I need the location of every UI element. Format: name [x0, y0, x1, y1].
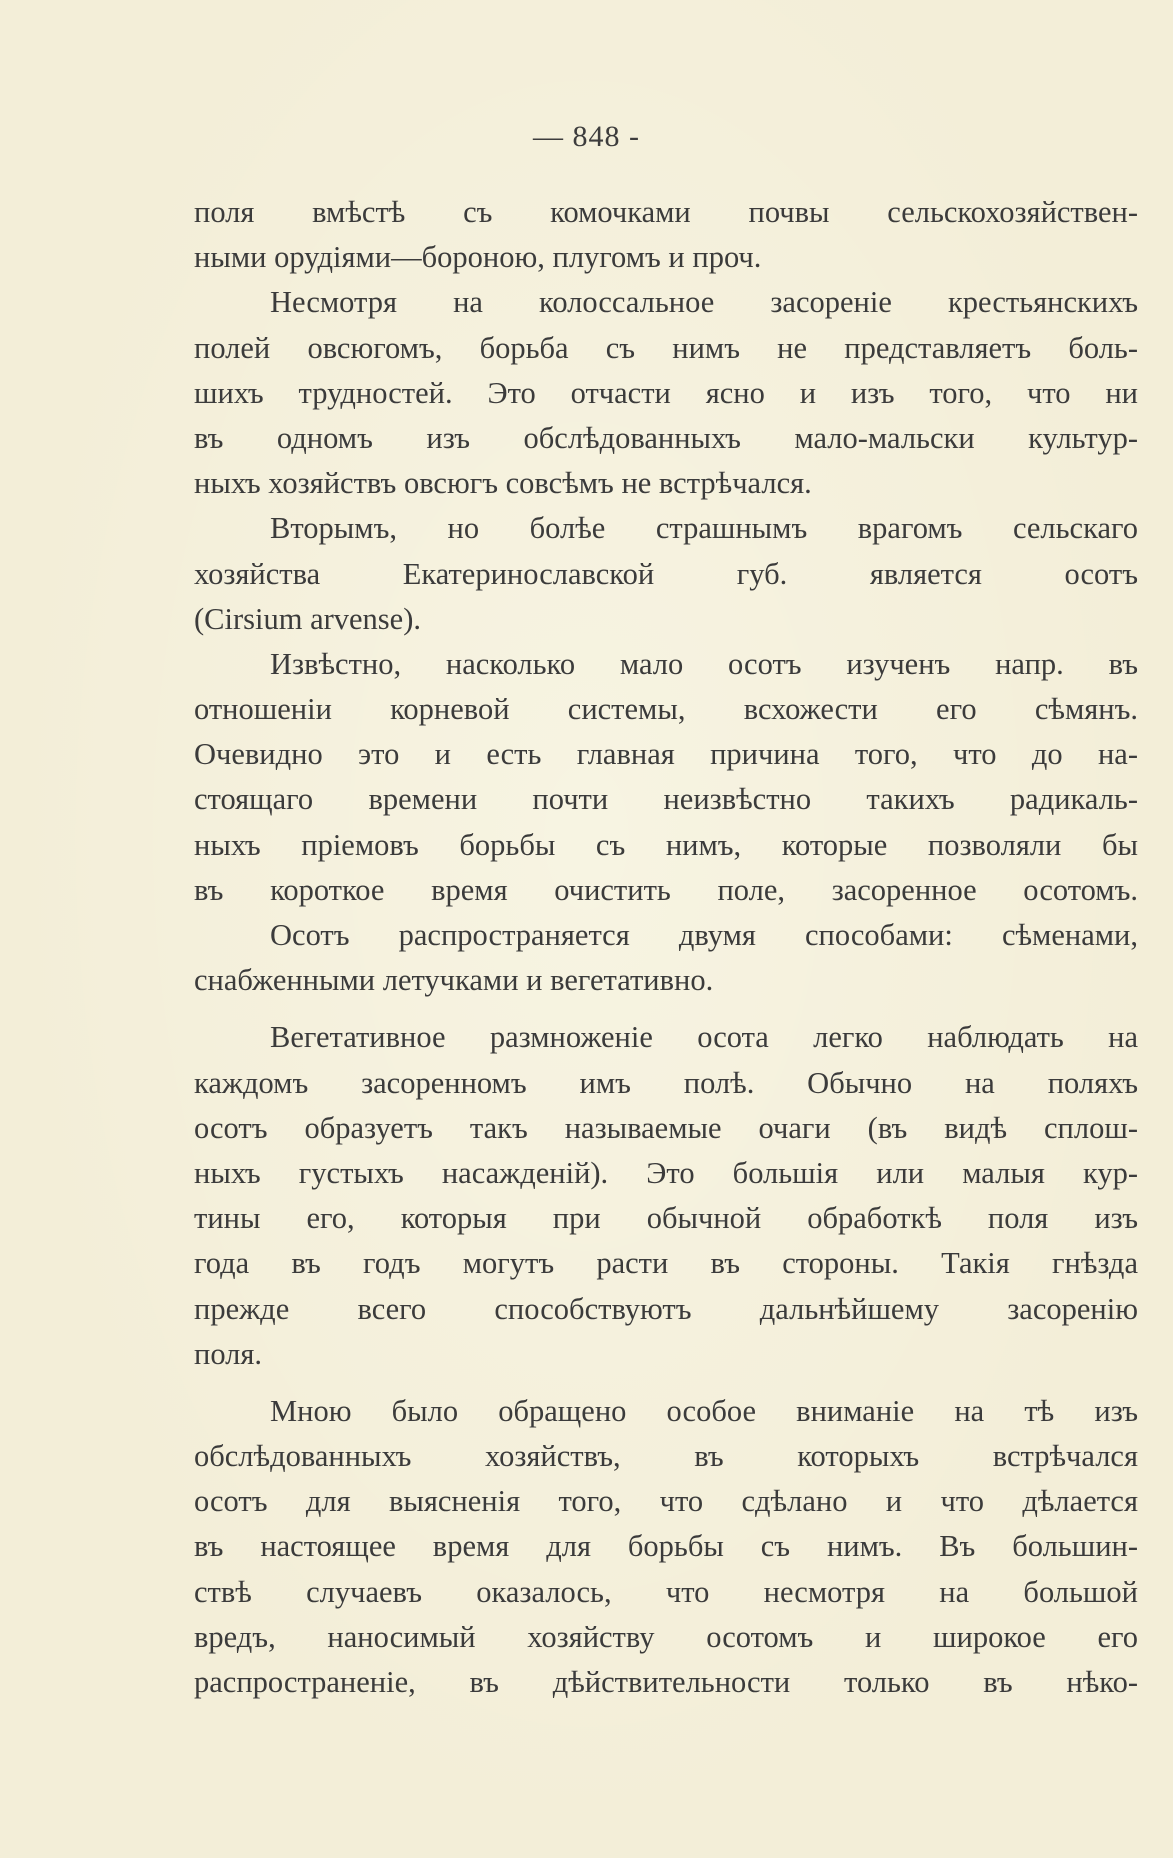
text-line: осотъ образуетъ такъ называемые очаги (въ видѣ сплош- — [194, 1110, 1138, 1145]
text-line: въ короткое время очистить поле, засоренное осотомъ. — [194, 872, 1138, 907]
text-line: стоящаго времени почти неизвѣстно такихъ радикаль- — [194, 782, 1138, 817]
text-line: распространенiе, въ дѣйствительности только въ нѣко- — [194, 1665, 1138, 1699]
text-line: прежде всего способствуютъ дальнѣйшему засоренiю — [194, 1291, 1138, 1326]
text-line: въ одномъ изъ обслѣдованныхъ мало-мальски культур- — [194, 420, 1138, 455]
text-line: Очевидно это и есть главная причина того, что до на- — [194, 737, 1138, 772]
page-number: — 848 - — [533, 120, 640, 153]
text-line: каждомъ засоренномъ имъ полѣ. Обычно на поляхъ — [194, 1065, 1138, 1100]
text-line: Вегетативное размноженiе осота легко наблюдать на — [270, 1020, 1138, 1055]
text-line: поля. — [194, 1336, 263, 1371]
paragraph-gap — [194, 1003, 1138, 1015]
text-line: ствѣ случаевъ оказалось, что несмотря на большой — [194, 1574, 1138, 1609]
text-line: Осотъ распространяется двумя способами: сѣменами, — [270, 918, 1138, 952]
text-line: ными орудiями—бороною, плугомъ и проч. — [194, 240, 762, 275]
text-line: ныхъ хозяйствъ овсюгъ совсѣмъ не встрѣчался. — [194, 466, 812, 501]
text-line: снабженными летучками и вегетативно. — [194, 963, 714, 998]
text-line: Мною было обращено особое вниманiе на тѣ изъ — [270, 1393, 1138, 1428]
text-line: въ настоящее время для борьбы съ нимъ. Въ большин- — [194, 1529, 1138, 1564]
body-text — [194, 190, 1138, 1705]
text-line: вредъ, наносимый хозяйству осотомъ и широкое его — [194, 1619, 1138, 1654]
text-line: отношенiи корневой системы, всхожести его сѣмянъ. — [194, 692, 1138, 727]
text-line: Вторымъ, но болѣе страшнымъ врагомъ сельскаго — [270, 511, 1138, 546]
text-line: ныхъ густыхъ насажденiй). Это большiя или малыя кур- — [194, 1155, 1138, 1190]
text-line: года въ годъ могутъ расти въ стороны. Такiя гнѣзда — [194, 1246, 1138, 1281]
text-line: тины его, которыя при обычной обработкѣ поля изъ — [194, 1201, 1138, 1236]
text-line: Извѣстно, насколько мало осотъ изученъ напр. въ — [270, 646, 1138, 681]
paragraph-gap — [194, 1377, 1138, 1389]
text-line: осотъ для выясненiя того, что сдѣлано и что дѣлается — [194, 1484, 1138, 1519]
text-line: шихъ трудностей. Это отчасти ясно и изъ того, что ни — [194, 375, 1138, 410]
text-line: хозяйства Екатеринославской губ. является осотъ — [194, 556, 1138, 591]
text-line: поля вмѣстѣ съ комочками почвы сельскохозяйствен- — [194, 195, 1138, 229]
text-line: ныхъ прiемовъ борьбы съ нимъ, которые позволяли бы — [194, 827, 1138, 862]
text-line: Несмотря на колоссальное засоренiе крестьянскихъ — [270, 285, 1138, 320]
text-line: обслѣдованныхъ хозяйствъ, въ которыхъ встрѣчался — [194, 1439, 1138, 1474]
text-line: полей овсюгомъ, борьба съ нимъ не представляетъ боль- — [194, 330, 1138, 365]
text-line: (Cirsium arvense). — [194, 601, 421, 636]
